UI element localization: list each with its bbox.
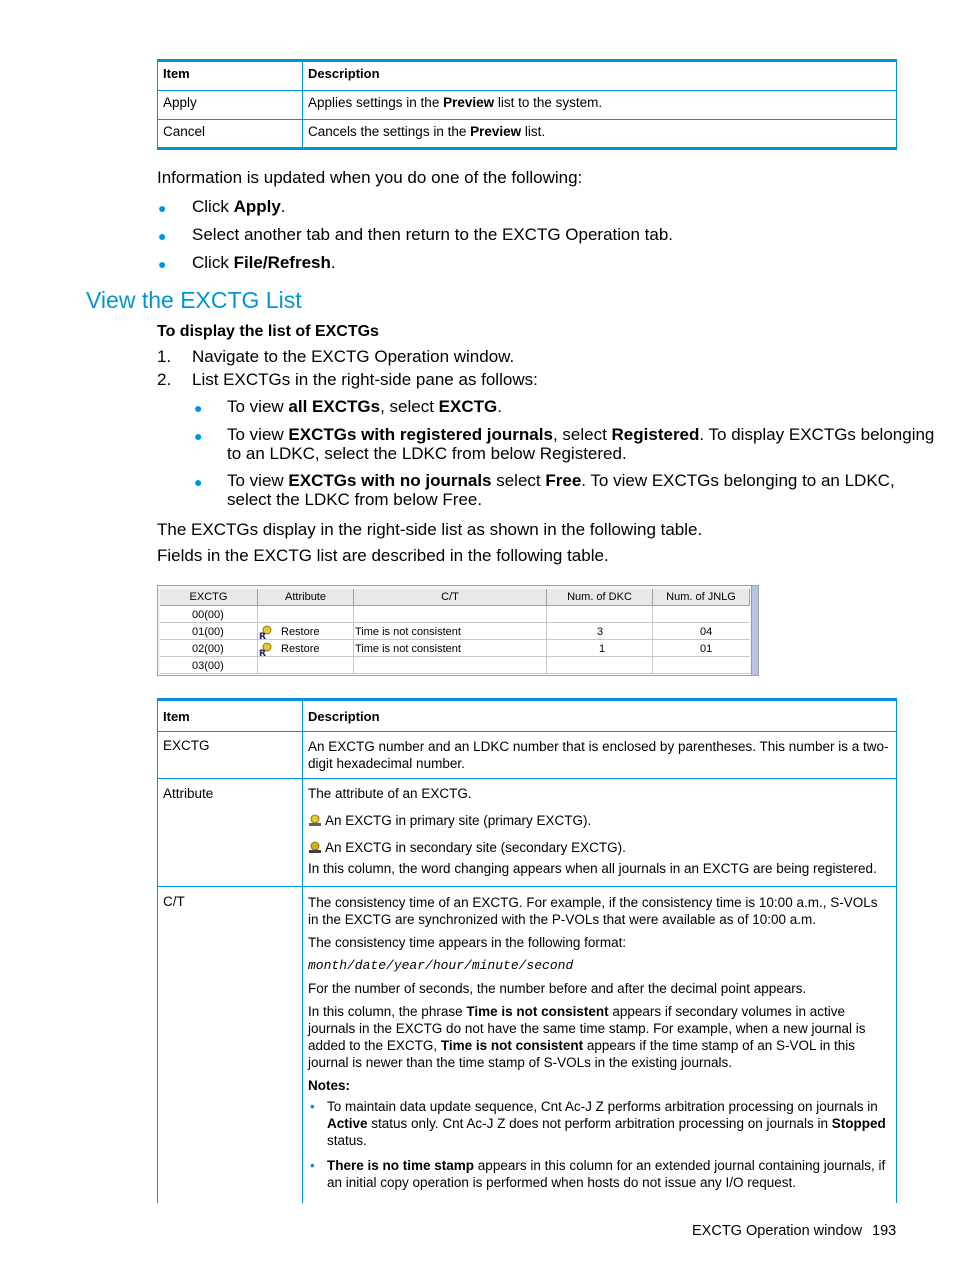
bullet-item: Click Apply. [192, 197, 286, 216]
grid-header-dkc: Num. of DKC [547, 589, 653, 606]
notes-list [308, 1098, 891, 1191]
sub-bullet: To view all EXCTGs, select EXCTG. [227, 397, 502, 416]
table-row [158, 120, 897, 149]
procedure-subhead: To display the list of EXCTGs [157, 323, 379, 340]
paragraph: The EXCTGs display in the right-side list as shown in the following table. [157, 520, 703, 539]
grid-cell-exctg: 01(00) [192, 626, 224, 638]
svg-text:R: R [259, 649, 266, 657]
intro-text: Information is updated when you do one of the following: [157, 168, 583, 187]
attribute-primary: An EXCTG in primary site (primary EXCTG). [308, 813, 891, 828]
actions-table [157, 59, 897, 150]
svg-text:R: R [259, 632, 266, 640]
table-row [158, 91, 897, 120]
bullet-icon: ● [158, 256, 167, 272]
grid-header-jnlg: Num. of JNLG [653, 589, 750, 606]
ct-seconds-note: For the number of seconds, the number before and after the decimal point appears. [308, 981, 807, 996]
table-row [158, 732, 897, 779]
attribute-desc: The attribute of an EXCTG. [308, 786, 472, 801]
ct-not-consistent: In this column, the phrase Time is not consistent appears if secondary volumes in active journals in the EXCTG do not have the same time stamp. For example, when a new journal is added to the EXCTG, Time is not consistent appears if the time stamp of an S-VOL in this journal is newer than the time stamp of S-VOLs in the existing journals. [308, 1004, 866, 1070]
grid-cell-jnlg: 04 [700, 626, 713, 638]
restore-icon [258, 641, 274, 662]
column-header-item: Item [158, 61, 303, 91]
ct-desc: The consistency time of an EXCTG. For example, if the consistency time is 10:00 a.m., S-VOLs in the EXCTG are synchronized with the P-VOLs that were available as of 10:00 a.m. [308, 895, 878, 927]
bullet-icon: ● [158, 228, 167, 244]
grid-header-attribute: Attribute [258, 589, 354, 606]
description-cell: Applies settings in the Preview list to the system. [303, 91, 897, 120]
ct-format: month/date/year/hour/minute/second [308, 958, 574, 973]
grid-cell-attribute: Restore [281, 626, 320, 638]
grid-cell-dkc: 3 [597, 626, 604, 638]
grid-header-exctg: EXCTG [160, 589, 258, 606]
grid-cell-dkc: 1 [599, 643, 606, 655]
bullet-icon: ● [194, 400, 203, 416]
grid-cell-ct: Time is not consistent [355, 643, 461, 655]
item-cell: C/T [158, 887, 303, 1204]
description-cell [303, 779, 897, 887]
item-cell: Cancel [158, 120, 303, 149]
column-header-description: Description [303, 61, 897, 91]
ct-format-intro: The consistency time appears in the following format: [308, 935, 627, 950]
footer-title: EXCTG Operation window [692, 1223, 863, 1239]
description-cell: Cancels the settings in the Preview list. [303, 120, 897, 149]
grid-cell-attribute: Restore [281, 643, 320, 655]
grid-cell-exctg: 00(00) [192, 609, 224, 621]
description-cell: An EXCTG number and an LDKC number that is enclosed by parentheses. This number is a two-digit hexadecimal number. [303, 732, 897, 779]
grid-cell-exctg: 02(00) [192, 643, 224, 655]
item-cell: Apply [158, 91, 303, 120]
bullet-icon: ● [194, 428, 203, 444]
exctg-fields-table [157, 698, 897, 1203]
column-header-description: Description [303, 700, 897, 732]
bullet-item: Select another tab and then return to the EXCTG Operation tab. [192, 225, 674, 244]
sub-bullet: To view EXCTGs with no journals select Free. To view EXCTGs belonging to an LDKC, select the LDKC from below Free. [227, 471, 895, 509]
sub-bullet: To view EXCTGs with registered journals, select Registered. To display EXCTGs belonging to an LDKC, select the LDKC from below Registered. [227, 425, 935, 463]
item-cell: Attribute [158, 779, 303, 887]
grid-header-ct: C/T [354, 589, 547, 606]
step-text: Navigate to the EXCTG Operation window. [192, 347, 515, 366]
step-number: 2. [157, 370, 172, 389]
page-number: 193 [872, 1223, 897, 1239]
notes-label: Notes: [308, 1078, 351, 1093]
table-row [158, 887, 897, 1204]
primary-exctg-icon [308, 814, 322, 827]
section-title: View the EXCTG List [86, 287, 302, 313]
grid-cell-exctg: 03(00) [192, 660, 224, 672]
exctg-list-grid [160, 589, 750, 675]
note-item: • To maintain data update sequence, Cnt Ac-J Z performs arbitration processing on journals in Active status only. Cnt Ac-J Z does not perform arbitration processing on journals in Stopped status. [327, 1098, 891, 1149]
description-cell [303, 887, 897, 1204]
note-item: • There is no time stamp appears in this column for an extended journal containing journals, if an initial copy operation is performed when hosts do not issue any I/O request. [327, 1157, 891, 1191]
paragraph: Fields in the EXCTG list are described in the following table. [157, 546, 609, 565]
bullet-icon: ● [194, 474, 203, 490]
bullet-item: Click File/Refresh. [192, 253, 336, 272]
column-header-item: Item [158, 700, 303, 732]
grid-cell-jnlg: 01 [700, 643, 713, 655]
secondary-exctg-icon [308, 841, 322, 854]
step-number: 1. [157, 347, 172, 366]
exctg-list-screenshot [157, 585, 759, 676]
table-row [158, 779, 897, 887]
attribute-note: In this column, the word changing appears when all journals in an EXCTG are being registered. [308, 861, 877, 876]
item-cell: EXCTG [158, 732, 303, 779]
grid-scrollbar[interactable] [751, 586, 758, 675]
step-text: List EXCTGs in the right-side pane as follows: [192, 370, 538, 389]
bullet-icon: ● [158, 200, 167, 216]
attribute-secondary: An EXCTG in secondary site (secondary EXCTG). [308, 840, 891, 855]
grid-cell-ct: Time is not consistent [355, 626, 461, 638]
